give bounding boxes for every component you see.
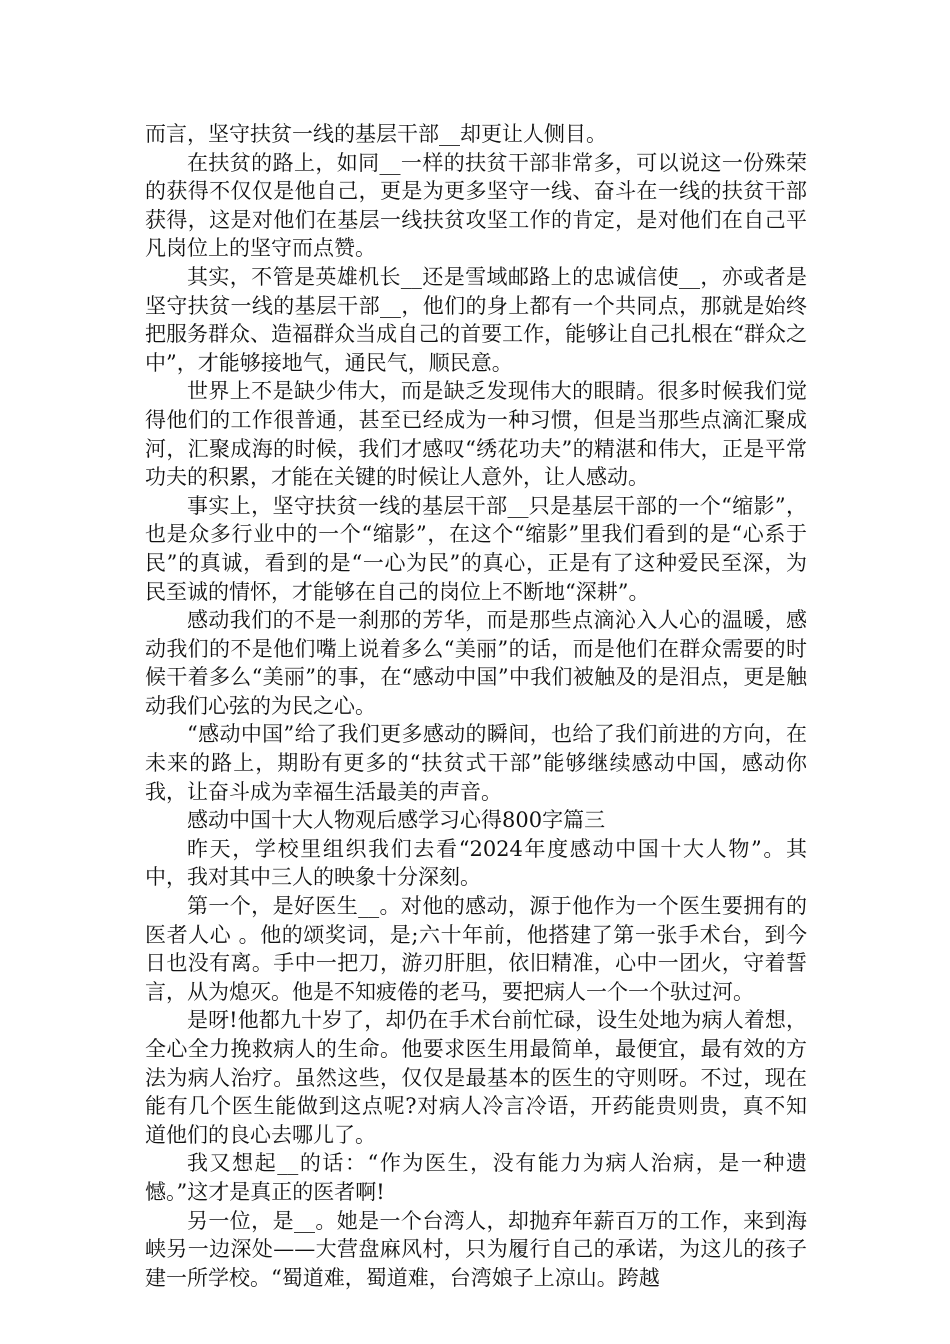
paragraph: 我又想起__的话：“作为医生，没有能力为病人治病，是一种遗憾。”这才是真正的医者啊! (145, 1151, 807, 1204)
paragraph: 第一个，是好医生__。对他的感动，源于他作为一个医生要拥有的 医者人心 。他的颂奖词，是;六十年前，他搭建了第一张手术台，到今日也没有离。手中一把刀，游刃肝胆，依旧精准，心中一团火，守着誓言，从为熄灭。他是不知疲倦的老马，要把病人一个一个驮过河。 (145, 894, 807, 1004)
paragraph: 是呀!他都九十岁了，却仍在手术台前忙碌，设生处地为病人着想，全心全力挽救病人的生命。他要求医生用最简单，最便宜，最有效的方法为病人治疗。虽然这些，仅仅是最基本的医生的守则呀。不过，现在能有几个医生能做到这点呢?对病人冷言冷语，开药能贵则贵，真不知道他们的良心去哪儿了。 (145, 1008, 807, 1147)
paragraph: 其实，不管是英雄机长__还是雪域邮路上的忠诚信使__，亦或者是坚守扶贫一线的基层干部__，他们的身上都有一个共同点，那就是始终把服务群众、造福群众当成自己的首要工作，能够让自己扎根在“群众之中”，才能够接地气，通民气，顺民意。 (145, 264, 807, 375)
paragraph: “感动中国”给了我们更多感动的瞬间，也给了我们前进的方向，在未来的路上，期盼有更多的“扶贫式干部”能够继续感动中国，感动你我，让奋斗成为幸福生活最美的声音。 (145, 722, 807, 804)
paragraph: 另一位，是__。她是一个台湾人，却抛弃年薪百万的工作，来到海峡另一边深处——大营盘麻风村，只为履行自己的承诺，为这儿的孩子建一所学校。“蜀道难，蜀道难，台湾娘子上凉山。跨越 (145, 1208, 807, 1290)
paragraph: 在扶贫的路上，如同__一样的扶贫干部非常多，可以说这一份殊荣的获得不仅仅是他自己，更是为更多坚守一线、奋斗在一线的扶贫干部获得，这是对他们在基层一线扶贫攻坚工作的肯定，是对他们在自己平凡岗位上的坚守而点赞。 (145, 150, 807, 261)
paragraph: 感动我们的不是一刹那的芳华，而是那些点滴沁入人心的温暖，感动我们的不是他们嘴上说着多么“美丽”的话，而是他们在群众需要的时候干着多么“美丽”的事，在“感动中国”中我们被触及的是泪点，更是触动我们心弦的为民之心。 (145, 608, 807, 718)
document-page (145, 120, 807, 1292)
paragraph: 昨天，学校里组织我们去看“2024年度感动中国十大人物”。其中，我对其中三人的映象十分深刻。 (145, 836, 807, 890)
paragraph: 而言，坚守扶贫一线的基层干部__却更让人侧目。 (145, 122, 607, 146)
paragraph: 事实上，坚守扶贫一线的基层干部__只是基层干部的一个“缩影”，也是众多行业中的一个“缩影”，在这个“缩影”里我们看到的是“心系于民”的真诚，看到的是“一心为民”的真心，正是有了这种爱民至深，为民至诚的情怀，才能够在自己的岗位上不断地“深耕”。 (145, 493, 807, 604)
paragraph: 世界上不是缺少伟大，而是缺乏发现伟大的眼睛。很多时候我们觉得他们的工作很普通，甚至已经成为一种习惯，但是当那些点滴汇聚成河，汇聚成海的时候，我们才感叹“绣花功夫”的精湛和伟大，正是平常功夫的积累，才能在关键的时候让人意外，让人感动。 (145, 379, 807, 490)
section-heading: 感动中国十大人物观后感学习心得800字篇三 (187, 808, 606, 833)
